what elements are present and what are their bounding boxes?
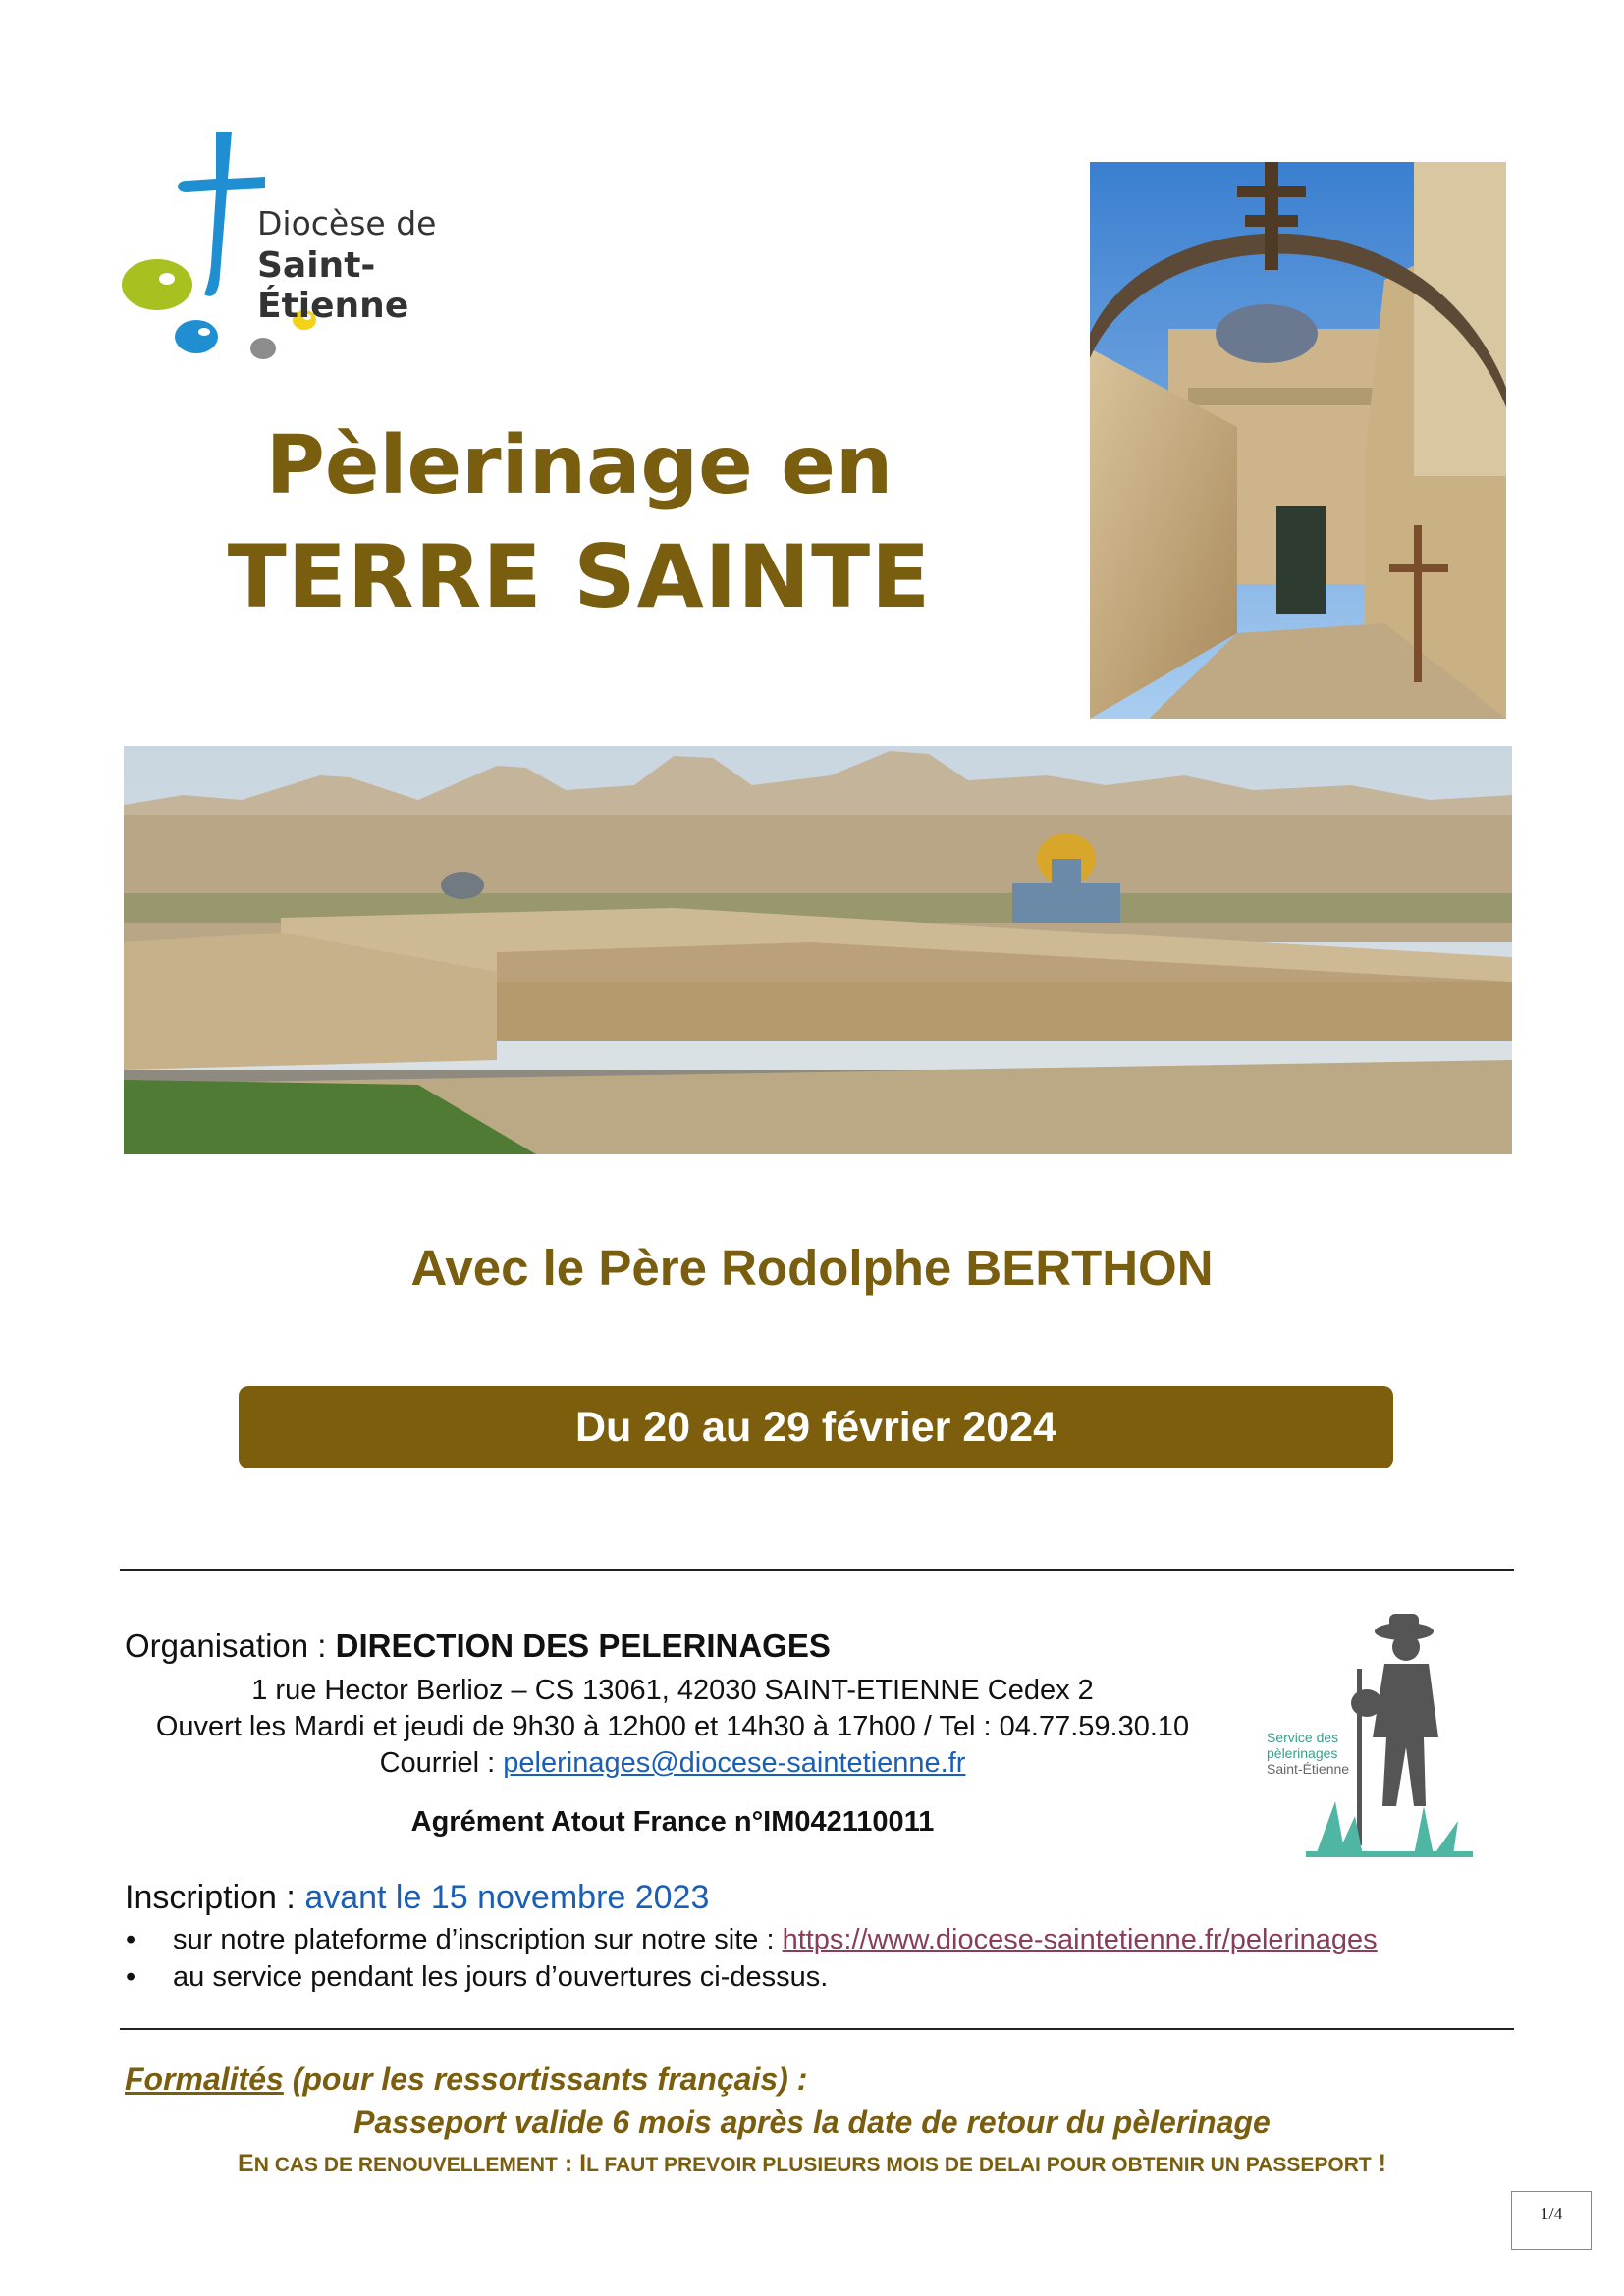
email-label: Courriel : xyxy=(379,1747,504,1779)
agrement-text: Agrément Atout France n°IM042110011 xyxy=(410,1806,935,1838)
bullet-dot: • xyxy=(126,1924,136,1955)
title-line2: TERRE SAINTE xyxy=(227,526,932,627)
date-banner: Du 20 au 29 février 2024 xyxy=(239,1386,1393,1468)
divider-bottom xyxy=(120,2028,1514,2030)
renouv-sep: : xyxy=(557,2150,580,2177)
formalites-suffix: (pour les ressortissants français) : xyxy=(283,2061,808,2097)
renouv-i: I xyxy=(579,2150,587,2177)
inscription-heading xyxy=(125,1879,709,1917)
via-dolorosa-arch-photo xyxy=(1090,162,1506,719)
service-logo-line1: Service des xyxy=(1267,1730,1339,1745)
inscription-deadline: avant le 15 novembre 2023 xyxy=(304,1879,710,1916)
inscription-separator: : xyxy=(276,1879,305,1916)
renouv-part1: N CAS DE RENOUVELLEMENT xyxy=(253,2154,558,2176)
renouv-e: E xyxy=(238,2150,254,2177)
inscription-bullet-1 xyxy=(126,1924,1378,1956)
organisation-heading xyxy=(125,1628,831,1665)
organisation-hours: Ouvert les Mardi et jeudi de 9h30 à 12h00 et 14h30 à 17h00 / Tel : 04.77.59.30.10 xyxy=(155,1711,1190,1742)
organisation-separator: : xyxy=(308,1628,336,1664)
logo-line1: Diocèse de xyxy=(257,204,437,242)
renouv-part2: L FAUT PREVOIR PLUSIEURS MOIS DE DELAI POUR OBTENIR UN PASSEPORT xyxy=(586,2154,1372,2176)
formalites-heading xyxy=(125,2061,807,2098)
website-link[interactable]: https://www.diocese-saintetienne.fr/pelerinages xyxy=(782,1924,1378,1955)
title-line1: Pèlerinage en xyxy=(265,419,893,512)
renouvellement-warning xyxy=(0,2150,1624,2178)
service-pelerinages-logo xyxy=(1267,1610,1492,1865)
diocese-logo xyxy=(118,128,511,363)
passeport-text: Passeport valide 6 mois après la date de retour du pèlerinage xyxy=(353,2105,1271,2140)
renouv-end: ! xyxy=(1371,2150,1386,2177)
bullet2-text: au service pendant les jours d’ouvertures ci-dessus. xyxy=(173,1961,829,1993)
organisation-address: 1 rue Hector Berlioz – CS 13061, 42030 SAINT-ETIENNE Cedex 2 xyxy=(251,1675,1094,1706)
service-logo-line3: Saint-Étienne xyxy=(1267,1761,1350,1777)
organisation-label: Organisation xyxy=(125,1628,309,1664)
page-number: 1/4 xyxy=(1511,2191,1592,2250)
service-logo-line2: pèlerinages xyxy=(1267,1745,1338,1761)
email-link[interactable]: pelerinages@diocese-saintetienne.fr xyxy=(503,1747,966,1779)
jerusalem-panorama-photo xyxy=(124,746,1512,1154)
bullet1-text: sur notre plateforme d’inscription sur notre site : xyxy=(173,1924,783,1955)
organisation-email-line xyxy=(118,1747,1227,1780)
organisation-name: DIRECTION DES PELERINAGES xyxy=(335,1628,831,1664)
service-logo-text xyxy=(1267,1730,1375,1777)
divider-top xyxy=(120,1569,1514,1571)
inscription-bullet-2 xyxy=(126,1961,828,1994)
formalites-label: Formalités xyxy=(125,2061,284,2097)
inscription-label: Inscription xyxy=(125,1879,277,1916)
bullet-dot: • xyxy=(126,1961,136,1993)
priest-name: Avec le Père Rodolphe BERTHON xyxy=(410,1240,1214,1296)
page-title xyxy=(196,412,962,633)
logo-line2: Saint-Étienne xyxy=(257,245,409,326)
